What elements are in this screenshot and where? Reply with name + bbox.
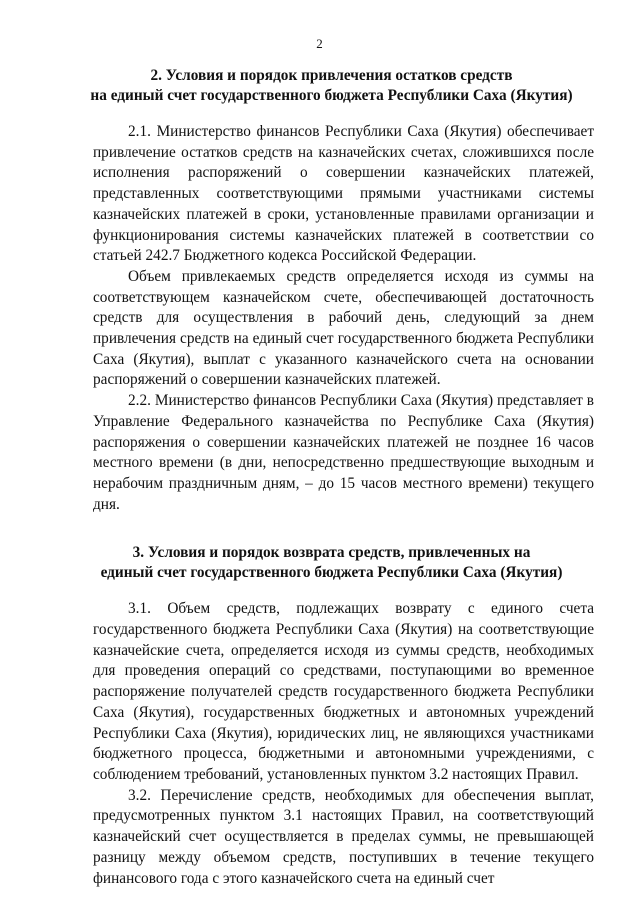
paragraph-2-1-volume: Объем привлекаемых средств определяется исходя из суммы на соответствующем казначейском счете, обеспечивающей достаточность средств для осуществления в рабочий день, следующий за днем привлечения средств на единый счет государственного бюджета Республики Саха (Якутия), выплат с указанного казначейского счета на основании распоряжений о совершении казначейских платежей.	[93, 267, 594, 389]
section-3	[93, 543, 594, 889]
paragraph-3-2: 3.2. Перечисление средств, необходимых для обеспечения выплат, предусмотренных пунктом 3.1 настоящих Правил, на соответствующий казначейский счет осуществляется в пределах суммы, не превышающей разницу между объемом средств, поступивших в течение текущего финансового года с этого казначейского счета на единый счет	[93, 786, 594, 887]
section-3-title-line-1: 3. Условия и порядок возврата средств, привлеченных на	[132, 544, 531, 562]
paragraph-2-2: 2.2. Министерство финансов Республики Саха (Якутия) представляет в Управление Федерального казначейства по Республике Саха (Якутия) распоряжения о совершении казначейских платежей не позднее 16 часов местного времени (в дни, непосредственно предшествующие выходным и нерабочим праздничным дням, – до 15 часов местного времени) текущего дня.	[93, 392, 594, 513]
section-2-title-line-1: 2. Условия и порядок привлечения остатков средств	[150, 67, 513, 84]
section-2	[90, 66, 594, 515]
paragraph-3-1: 3.1. Объем средств, подлежащих возврату с единого счета государственного бюджета Республики Саха (Якутия) на соответствующие казначейские счета, определяется исходя из суммы средств, необходимых для проведения операций со средствами, поступающими во временное распоряжение получателей средств государственного бюджета Республики Саха (Якутия), государственных бюджетных и автономных учреждений Республики Саха (Якутия), юридических лиц, не являющихся участниками бюджетного процесса, бюджетными и автономными учреждениями, с соблюдением требований, установленных пунктом 3.2 настоящих Правил.	[93, 600, 594, 783]
paragraph-2-1: 2.1. Министерство финансов Республики Саха (Якутия) обеспечивает привлечение остатков средств на казначейских счетах, сложившихся после исполнения распоряжений о совершении казначейских платежей, представленных соответствующими прямыми участниками системы казначейских платежей в сроки, установленные правилами организации и функционирования системы казначейских платежей в соответствии со статьей 242.7 Бюджетного кодекса Российской Федерации.	[93, 123, 594, 265]
page-number: 2	[316, 36, 323, 51]
section-3-title-line-2: единый счет государственного бюджета Республики Саха (Якутия)	[100, 564, 563, 582]
section-2-title-line-2: на единый счет государственного бюджета Республики Саха (Якутия)	[90, 87, 573, 104]
